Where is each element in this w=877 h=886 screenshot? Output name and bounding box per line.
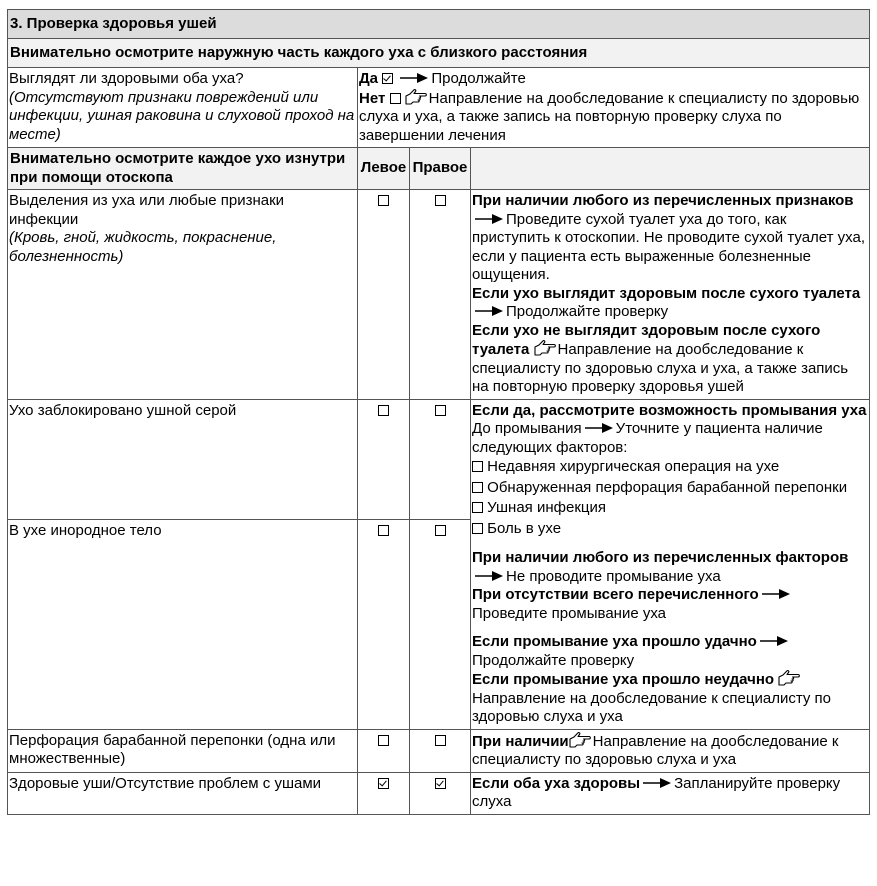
factor-label: Недавняя хирургическая операция на ухе [487, 458, 780, 475]
discharge-c-text: Направление на дообследование к специалисту по здоровью слуха и уха, а также запись на повторную проверку здоровья ушей [472, 341, 849, 395]
pointing-hand-icon [405, 89, 427, 105]
healthy-bold: Если оба уха здоровы [472, 774, 641, 792]
healthy-action-cell [471, 772, 870, 814]
factor-checkbox[interactable] [472, 523, 483, 534]
discharge-left-cell [358, 190, 410, 400]
perforation-row [8, 729, 870, 772]
irrigation-fail [472, 670, 868, 727]
perforation-right-checkbox[interactable] [435, 735, 446, 746]
left-ear-header: Левое [358, 148, 410, 190]
factor-label: Боль в ухе [487, 519, 562, 537]
arrow-right-icon [643, 778, 671, 788]
perforation-left-cell [358, 729, 410, 772]
irrigation-before [472, 420, 868, 457]
arrow-right-icon [762, 589, 790, 599]
wax-left-cell [358, 399, 410, 519]
irrigation-title [472, 402, 868, 421]
outer-yes-line [359, 70, 868, 89]
factor-item [472, 519, 868, 540]
perforation-label: Перфорация барабанной перепонки (одна или множественные) [8, 729, 358, 772]
perforation-left-checkbox[interactable] [378, 735, 389, 746]
healthy-right-checkbox[interactable] [435, 778, 446, 789]
arrow-right-icon [760, 636, 788, 646]
discharge-action-cell [471, 190, 870, 400]
perforation-action-cell [471, 729, 870, 772]
wax-right-cell [410, 399, 471, 519]
outer-exam-row [8, 68, 870, 148]
discharge-left-checkbox[interactable] [378, 195, 389, 206]
pointing-hand-icon [534, 340, 556, 356]
arrow-right-icon [475, 571, 503, 581]
outer-answer-cell [358, 68, 870, 148]
fail-bold: Если промывание уха прошло неудачно [472, 671, 775, 688]
any-text: Не проводите промывание уха [506, 567, 721, 585]
outer-question-cell [8, 68, 358, 148]
action-header [471, 148, 870, 190]
perforation-bold: При наличии [472, 732, 569, 750]
arrow-right-icon [585, 423, 613, 433]
factor-label: Ушная инфекция [487, 499, 606, 516]
healthy-left-cell [358, 772, 410, 814]
discharge-b-text: Продолжайте проверку [506, 303, 669, 320]
discharge-note: (Кровь, гной, жидкость, покраснение, болезненность) [9, 229, 277, 265]
outer-question: Выглядят ли здоровыми оба уха? [9, 70, 244, 87]
irrigation-title-text: Если да, рассмотрите возможность промывания уха [472, 401, 867, 419]
discharge-action-c [472, 322, 868, 397]
yes-checkbox[interactable] [382, 73, 393, 84]
arrow-right-icon [400, 73, 428, 83]
discharge-label: Выделения из уха или любые признаки инфекции [9, 192, 285, 228]
factor-item [472, 457, 868, 478]
foreign-label: В ухе инородное тело [8, 519, 358, 729]
right-ear-header: Правое [410, 148, 471, 190]
outer-question-note: (Отсутствуют признаки повреждений или инфекции, ушная раковина и слуховой проход на месте) [9, 88, 355, 143]
factor-list [472, 457, 868, 539]
before-text: Уточните у пациента наличие следующих факторов: [472, 420, 823, 456]
pointing-hand-icon [569, 732, 591, 748]
wax-label: Ухо заблокировано ушной серой [8, 399, 358, 519]
before-label: До промывания [472, 420, 582, 437]
ear-health-form [7, 9, 870, 815]
ok-text: Продолжайте проверку [472, 651, 635, 669]
wax-left-checkbox[interactable] [378, 405, 389, 416]
irrigation-any [472, 549, 868, 586]
healthy-label: Здоровые уши/Отсутствие проблем с ушами [8, 772, 358, 814]
fail-text: Направление на дообследование к специалисту по здоровью слуха и уха [472, 689, 832, 725]
healthy-left-checkbox[interactable] [378, 778, 389, 789]
perforation-text: Направление на дообследование к специалисту по здоровью слуха и уха [472, 732, 839, 768]
healthy-text: Запланируйте проверку слуха [472, 774, 841, 810]
perforation-right-cell [410, 729, 471, 772]
wax-right-checkbox[interactable] [435, 405, 446, 416]
arrow-right-icon [475, 306, 503, 316]
discharge-c-bold: Если ухо не выглядит здоровым после сухого туалета [472, 321, 821, 358]
factor-checkbox[interactable] [472, 502, 483, 513]
factor-item [472, 478, 868, 499]
arrow-right-icon [475, 214, 503, 224]
discharge-right-cell [410, 190, 471, 400]
foreign-left-checkbox[interactable] [378, 525, 389, 536]
pointing-hand-icon [778, 670, 800, 686]
foreign-right-checkbox[interactable] [435, 525, 446, 536]
irrigation-ok [472, 633, 868, 670]
yes-label: Да [359, 70, 379, 87]
factor-label: Обнаруженная перфорация барабанной перепонки [487, 478, 848, 496]
discharge-right-checkbox[interactable] [435, 195, 446, 206]
outer-exam-header: Внимательно осмотрите наружную часть каждого уха с близкого расстояния [8, 39, 870, 68]
foreign-left-cell [358, 519, 410, 729]
none-text: Проведите промывание уха [472, 604, 667, 622]
discharge-a-text: Проведите сухой туалет уха до того, как приступить к отоскопии. Не проводите сухой туалет уха, если у пациента есть выраженные болезненные ощущения. [472, 210, 866, 283]
no-checkbox[interactable] [390, 93, 401, 104]
yes-action: Продолжайте [431, 70, 526, 87]
discharge-action-a [472, 192, 868, 285]
no-label: Нет [359, 89, 386, 107]
inner-exam-header-row [8, 148, 870, 190]
discharge-label-cell [8, 190, 358, 400]
factor-checkbox[interactable] [472, 461, 483, 472]
any-bold: При наличии любого из перечисленных факторов [472, 549, 849, 566]
healthy-row [8, 772, 870, 814]
section-title: 3. Проверка здоровья ушей [8, 10, 870, 39]
healthy-right-cell [410, 772, 471, 814]
factor-item [472, 498, 868, 519]
discharge-a-bold: При наличии любого из перечисленных признаков [472, 192, 854, 209]
factor-checkbox[interactable] [472, 482, 483, 493]
inner-exam-header: Внимательно осмотрите каждое ухо изнутри при помощи отоскопа [8, 148, 358, 190]
outer-no-line [359, 89, 868, 146]
discharge-row [8, 190, 870, 400]
discharge-action-b [472, 285, 868, 322]
ok-bold: Если промывание уха прошло удачно [472, 633, 757, 650]
irrigation-none [472, 586, 868, 623]
discharge-b-bold: Если ухо выглядит здоровым после сухого туалета [472, 284, 861, 302]
wax-row [8, 399, 870, 519]
irrigation-cell [471, 399, 870, 729]
foreign-right-cell [410, 519, 471, 729]
none-bold: При отсутствии всего перечисленного [472, 586, 759, 603]
no-action: Направление на дообследование к специалисту по здоровью слуха и уха, а также запись на повторную проверку слуха по завершении лечения [359, 89, 860, 144]
